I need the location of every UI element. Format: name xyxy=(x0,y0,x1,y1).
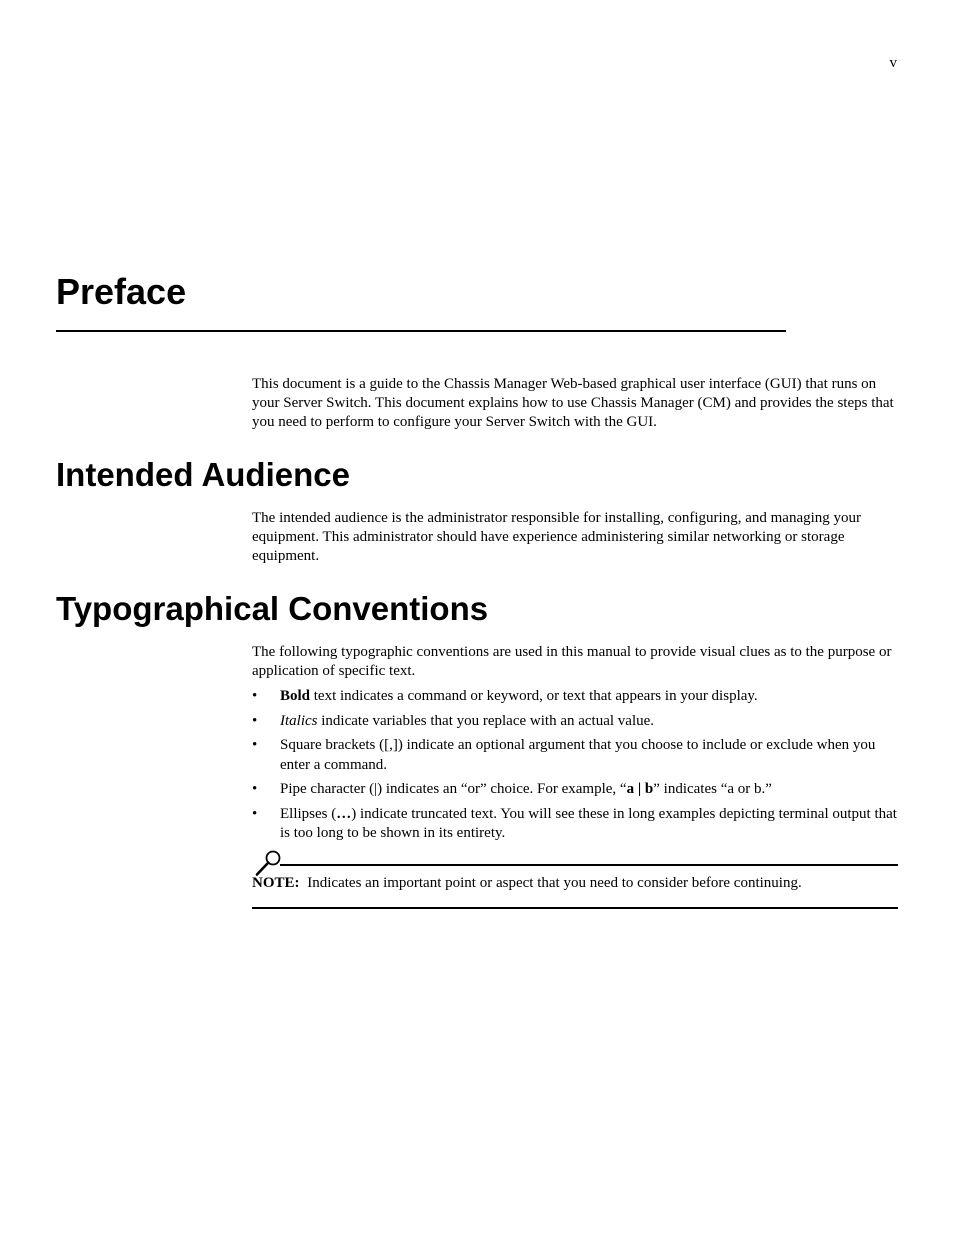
preface-intro-paragraph: This document is a guide to the Chassis Manager Web-based graphical user interface (GUI) that runs on your Server Switch. This document explains how to use Chassis Manager (CM) and provides the steps that you need to perform to configure your Server Switch with the GUI. xyxy=(252,376,894,431)
magnifier-icon xyxy=(255,849,283,877)
list-item-ellipses xyxy=(252,805,898,843)
intended-audience-paragraph: The intended audience is the administrator responsible for installing, configuring, and managing your equipment. This administrator should have experience administering similar networking or storage equipment. xyxy=(252,510,862,565)
note-bottom-rule xyxy=(252,907,898,909)
chapter-title-rule xyxy=(56,330,786,332)
ellipses-example: … xyxy=(336,806,352,823)
list-item-text: ) indicate truncated text. You will see these in long examples depicting terminal output that is too long to be shown in its entirety. xyxy=(280,806,897,842)
list-item-square-brackets xyxy=(252,736,898,774)
note-label: NOTE: xyxy=(252,875,300,891)
list-item-bold xyxy=(252,687,898,706)
section-title-typographical-conventions: Typographical Conventions xyxy=(56,590,489,627)
page-number: v xyxy=(889,55,897,71)
bullet-icon: • xyxy=(252,737,258,754)
bullet-icon: • xyxy=(252,688,258,704)
note-text: Indicates an important point or aspect that you need to consider before continuing. xyxy=(307,875,802,891)
list-item-text: Square brackets ([,]) indicate an optional argument that you choose to include or exclude when you enter a command. xyxy=(280,737,876,773)
bullet-icon: • xyxy=(252,781,258,798)
section-title-intended-audience: Intended Audience xyxy=(56,456,350,493)
list-item-text: Ellipses ( xyxy=(280,806,337,823)
chapter-title: Preface xyxy=(56,271,187,312)
bullet-icon: • xyxy=(252,712,258,729)
list-item-pipe xyxy=(252,780,898,799)
list-item-text: Pipe character (|) indicates an “or” choice. For example, “ xyxy=(280,781,627,798)
typographical-conventions-intro: The following typographic conventions are used in this manual to provide visual clues as to the purpose or application of specific text. xyxy=(252,644,892,680)
conventions-list xyxy=(252,687,898,849)
bold-keyword: Bold xyxy=(280,688,311,704)
list-item-italics xyxy=(252,712,898,731)
note-box xyxy=(252,874,898,893)
list-item-text: ” indicates “a or b.” xyxy=(653,781,772,798)
italics-keyword: Italics xyxy=(280,712,318,729)
list-item-text: text indicates a command or keyword, or text that appears in your display. xyxy=(310,688,758,704)
note-top-rule xyxy=(280,864,898,866)
pipe-example: a | b xyxy=(626,781,654,798)
bullet-icon: • xyxy=(252,806,258,823)
list-item-text: indicate variables that you replace with an actual value. xyxy=(317,712,655,729)
